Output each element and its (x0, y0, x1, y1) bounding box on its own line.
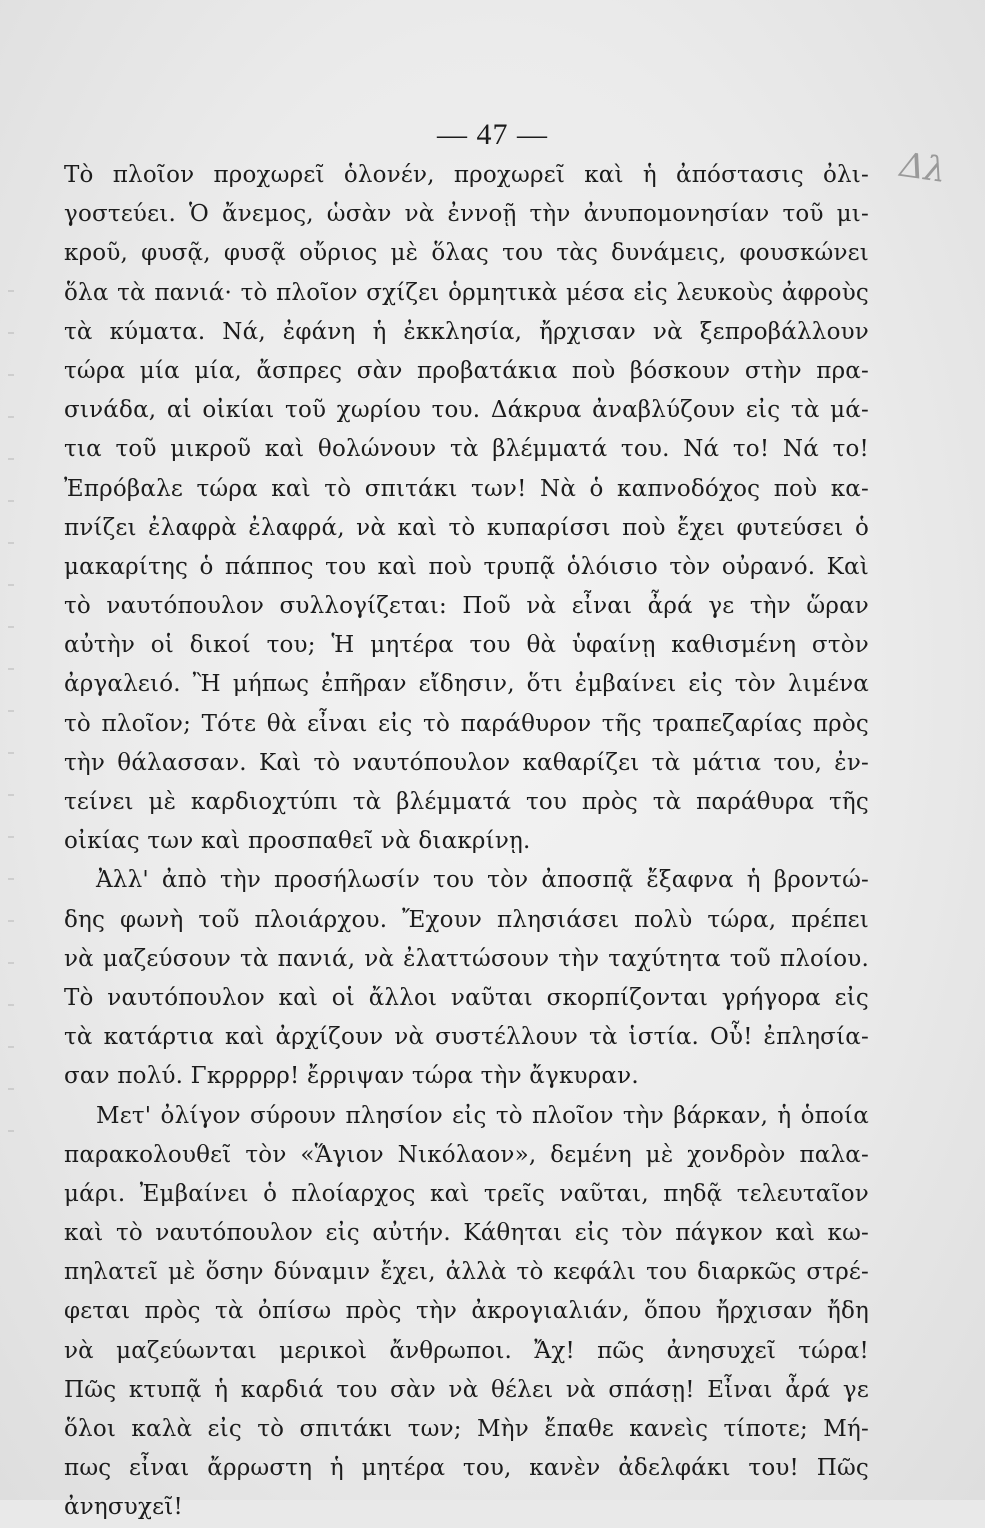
text-line: Πῶς κτυπᾷ ἡ καρδιά του σὰν νὰ θέλει νὰ σπάσῃ! Εἶναι ἆρά γε (64, 1376, 869, 1403)
text-line: πηλατεῖ μὲ ὅσην δύναμιν ἔχει, ἀλλὰ τὸ κεφάλι του διαρκῶς στρέ- (64, 1259, 869, 1286)
text-line: Τὸ ναυτόπουλον καὶ οἱ ἄλλοι ναῦται σκορπίζονται γρήγορα εἰς (64, 984, 869, 1011)
text-line: Ἐπρόβαλε τώρα καὶ τὸ σπιτάκι των! Νὰ ὁ καπνοδόχος ποὺ κα- (64, 475, 869, 502)
text-line: τια τοῦ μικροῦ καὶ θολώνουν τὰ βλέμματά του. Νά το! Νά το! (64, 436, 869, 463)
text-line: παρακολουθεῖ τὸν «Ἅγιον Νικόλαον», δεμένη μὲ χονδρὸν παλα- (64, 1141, 869, 1168)
text-line: σαν πολύ. Γκρρρρρ! ἔρριψαν τώρα τὴν ἄγκυραν. (64, 1063, 639, 1090)
text-line: τὸ πλοῖον; Τότε θὰ εἶναι εἰς τὸ παράθυρον τῆς τραπεζαρίας πρὸς (64, 710, 869, 737)
text-line: Τὸ πλοῖον προχωρεῖ ὁλονέν, προχωρεῖ καὶ ἡ ἀπόστασις ὀλι- (64, 162, 869, 188)
text-line: νὰ μαζεύωνται μερικοὶ ἄνθρωποι. Ἄχ! πῶς ἀνησυχεῖ τώρα! (64, 1337, 869, 1364)
margin-pencil-mark: Δλ (897, 144, 949, 192)
text-line: τὴν θάλασσαν. Καὶ τὸ ναυτόπουλον καθαρίζει τὰ μάτια του, ἐν- (64, 749, 869, 776)
text-line: καὶ τὸ ναυτόπουλον εἰς αὐτήν. Κάθηται εἰς τὸν πάγκον καὶ κω- (64, 1220, 869, 1247)
text-line: πως εἶναι ἄρρωστη ἡ μητέρα του, κανὲν ἀδελφάκι του! Πῶς (64, 1455, 869, 1482)
text-line: δης φωνὴ τοῦ πλοιάρχου. Ἔχουν πλησιάσει πολὺ τώρα, πρέπει (64, 906, 869, 933)
text-line: ἀνησυχεῖ! (64, 1494, 183, 1521)
margin-speckle (8, 250, 14, 1150)
text-line: Ἀλλ' ἀπὸ τὴν προσήλωσίν του τὸν ἀποσπᾷ ἔξαφνα ἡ βροντώ- (96, 867, 869, 894)
text-line: ὅλα τὰ πανιά· τὸ πλοῖον σχίζει ὁρμητικὰ μέσα εἰς λευκοὺς ἀφροὺς (64, 279, 869, 306)
text-line: κροῦ, φυσᾷ, φυσᾷ οὔριος μὲ ὅλας του τὰς δυνάμεις, φουσκώνει (64, 240, 869, 267)
text-line: φεται πρὸς τὰ ὀπίσω πρὸς τὴν ἀκρογιαλιάν, ὅπου ἤρχισαν ἤδη (64, 1298, 869, 1325)
text-line: πνίζει ἐλαφρὰ ἐλαφρά, νὰ καὶ τὸ κυπαρίσσι ποὺ ἔχει φυτεύσει ὁ (64, 514, 869, 541)
page-number: — 47 — (437, 118, 548, 151)
text-line: γοστεύει. Ὁ ἄνεμος, ὡσὰν νὰ ἐννοῇ τὴν ἀνυπομονησίαν τοῦ μι- (64, 201, 869, 228)
text-line: αὐτὴν οἱ δικοί του; Ἡ μητέρα του θὰ ὑφαίνῃ καθισμένη στὸν (64, 632, 869, 659)
text-line: οἰκίας των καὶ προσπαθεῖ νὰ διακρίνῃ. (64, 828, 531, 855)
text-line: νὰ μαζεύσουν τὰ πανιά, νὰ ἐλαττώσουν τὴν ταχύτητα τοῦ πλοίου. (64, 945, 869, 972)
body-text (64, 156, 869, 1528)
text-line: ὅλοι καλὰ εἰς τὸ σπιτάκι των; Μὴν ἔπαθε κανεὶς τίποτε; Μή- (64, 1416, 869, 1442)
text-line: τὰ κατάρτια καὶ ἀρχίζουν νὰ συστέλλουν τὰ ἱστία. Οὗ! ἐπλησία- (64, 1024, 869, 1051)
text-line: ἀργαλειό. Ἢ μήπως ἐπῆραν εἴδησιν, ὅτι ἐμβαίνει εἰς τὸν λιμένα (64, 671, 869, 698)
text-line: μακαρίτης ὁ πάππος του καὶ ποὺ τρυπᾷ ὁλόισιο τὸν οὐρανό. Καὶ (64, 553, 869, 580)
text-line: τὰ κύματα. Νά, ἐφάνη ἡ ἐκκλησία, ἤρχισαν νὰ ξεπροβάλλουν (64, 318, 869, 345)
text-line: Μετ' ὀλίγον σύρουν πλησίον εἰς τὸ πλοῖον τὴν βάρκαν, ἡ ὁποία (96, 1102, 869, 1129)
text-line: τείνει μὲ καρδιοχτύπι τὰ βλέμματά του πρὸς τὰ παράθυρα τῆς (64, 789, 869, 815)
text-line: μάρι. Ἐμβαίνει ὁ πλοίαρχος καὶ τρεῖς ναῦται, πηδᾷ τελευταῖον (64, 1180, 869, 1207)
text-line: τώρα μία μία, ἄσπρες σὰν προβατάκια ποὺ βόσκουν στὴν πρα- (64, 357, 869, 384)
text-line: τὸ ναυτόπουλον συλλογίζεται: Ποῦ νὰ εἶναι ἆρά γε τὴν ὥραν (64, 593, 869, 620)
text-line: σινάδα, αἱ οἰκίαι τοῦ χωρίου του. Δάκρυα ἀναβλύζουν εἰς τὰ μά- (64, 397, 869, 424)
